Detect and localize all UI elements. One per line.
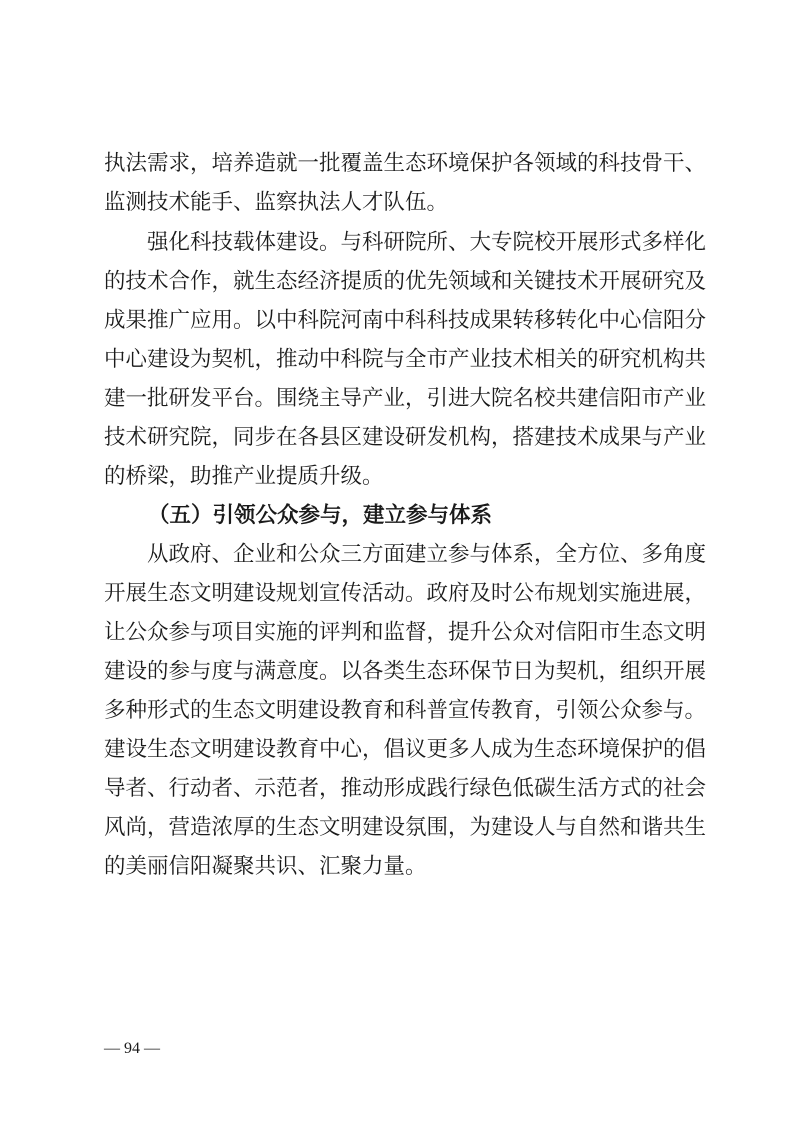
- text-line: 中心建设为契机，推动中科院与全市产业技术相关的研究机构共: [104, 347, 707, 372]
- section-heading: （五）引领公众参与，建立参与体系: [148, 503, 493, 528]
- text-line: 多种形式的生态文明建设教育和科普宣传教育，引领公众参与。: [104, 698, 707, 723]
- text-line: 开展生态文明建设规划宣传活动。政府及时公布规划实施进展，: [104, 581, 707, 606]
- text-line: 强化科技载体建设。与科研院所、大专院校开展形式多样化: [104, 230, 707, 255]
- text-line: 成果推广应用。以中科院河南中科科技成果转移转化中心信阳分: [104, 308, 707, 333]
- text-line: 的桥梁，助推产业提质升级。: [104, 464, 384, 489]
- text-line: 的技术合作，就生态经济提质的优先领域和关键技术开展研究及: [104, 269, 707, 294]
- text-line: 执法需求，培养造就一批覆盖生态环境保护各领域的科技骨干、: [104, 151, 707, 176]
- text-line: 从政府、企业和公众三方面建立参与体系，全方位、多角度: [104, 542, 707, 567]
- text-line: 技术研究院，同步在各县区建设研发机构，搭建技术成果与产业: [104, 425, 707, 450]
- text-line: 让公众参与项目实施的评判和监督，提升公众对信阳市生态文明: [104, 620, 707, 645]
- text-line: 导者、行动者、示范者，推动形成践行绿色低碳生活方式的社会: [104, 776, 707, 801]
- text-line: 的美丽信阳凝聚共识、汇聚力量。: [104, 854, 427, 879]
- page-number: — 94 —: [104, 1040, 160, 1057]
- text-line: 监测技术能手、监察执法人才队伍。: [104, 190, 449, 215]
- text-line: 建设的参与度与满意度。以各类生态环保节日为契机，组织开展: [104, 659, 707, 684]
- text-line: 风尚，营造浓厚的生态文明建设氛围，为建设人与自然和谐共生: [104, 815, 707, 840]
- text-line: 建设生态文明建设教育中心，倡议更多人成为生态环境保护的倡: [104, 737, 707, 762]
- text-line: 建一批研发平台。围绕主导产业，引进大院名校共建信阳市产业: [104, 386, 707, 411]
